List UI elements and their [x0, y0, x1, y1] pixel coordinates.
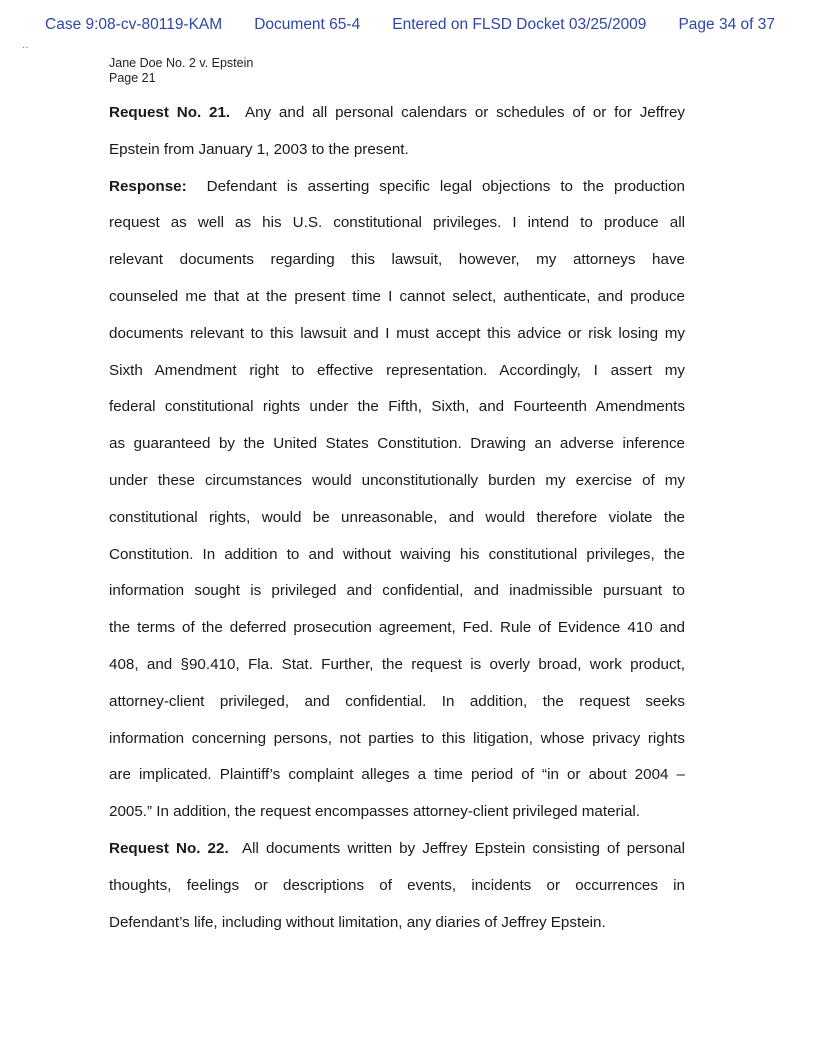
response-line: relevant documents regarding this lawsuit, however, my attorneys have [109, 251, 685, 269]
scan-speck: ·· [22, 42, 29, 53]
request-21-label: Request No. 21. [109, 104, 231, 121]
request-21-line: Request No. 21. Any and all personal calendars or schedules of or for Jeffrey [109, 104, 685, 121]
page-count: Page 34 of 37 [678, 16, 775, 33]
response-line: constitutional rights, would be unreasonable, and would therefore violate the [109, 508, 685, 526]
request-22-label: Request No. 22. [109, 839, 229, 857]
response-line: attorney-client privileged, and confidential. In addition, the request seeks [109, 692, 685, 710]
response-line: request as well as his U.S. constitutional privileges. I intend to produce all [109, 214, 685, 232]
document-body [109, 95, 685, 941]
docket-entry-date: Entered on FLSD Docket 03/25/2009 [392, 16, 647, 33]
document-number: Document 65-4 [254, 16, 361, 33]
request-22-line: Defendant’s life, including without limitation, any diaries of Jeffrey Epstein. [109, 913, 606, 931]
response-line: information concerning persons, not parties to this litigation, whose privacy rights [109, 729, 685, 747]
response-line: Sixth Amendment right to effective representation. Accordingly, I assert my [109, 361, 685, 379]
response-line: counseled me that at the present time I cannot select, authenticate, and produce [109, 287, 685, 305]
request-22-line: Request No. 22. All documents written by Jeffrey Epstein consisting of personal [109, 839, 686, 857]
response-line: documents relevant to this lawsuit and I must accept this advice or risk losing my [109, 324, 685, 342]
response-line: Response: Defendant is asserting specific legal objections to the production [109, 177, 685, 195]
response-line: Constitution. In addition to and without waiving his constitutional privileges, the [109, 545, 685, 563]
caption-title: Jane Doe No. 2 v. Epstein [109, 56, 254, 70]
response-line: are implicated. Plaintiff’s complaint alleges a time period of “in or about 2004 – [109, 766, 685, 784]
response-line: federal constitutional rights under the Fifth, Sixth, and Fourteenth Amendments [109, 398, 685, 416]
response-label: Response: [109, 177, 187, 195]
case-caption [109, 56, 253, 86]
response-line: the terms of the deferred prosecution agreement, Fed. Rule of Evidence 410 and [109, 619, 685, 637]
response-line: 2005.” In addition, the request encompasses attorney-client privileged material. [109, 803, 641, 821]
response-line: as guaranteed by the United States Constitution. Drawing an adverse inference [109, 435, 685, 453]
case-number: Case 9:08-cv-80119-KAM [45, 16, 223, 33]
response-line: 408, and §90.410, Fla. Stat. Further, the request is overly broad, work product, [109, 655, 685, 673]
request-22-line: thoughts, feelings or descriptions of events, incidents or occurrences in [109, 876, 685, 894]
response-line: information sought is privileged and confidential, and inadmissible pursuant to [109, 582, 685, 600]
response-line: under these circumstances would unconstitutionally burden my exercise of my [109, 471, 685, 489]
caption-page: Page 21 [109, 71, 156, 85]
docket-header [45, 16, 775, 34]
request-21-line: Epstein from January 1, 2003 to the present. [109, 140, 409, 158]
